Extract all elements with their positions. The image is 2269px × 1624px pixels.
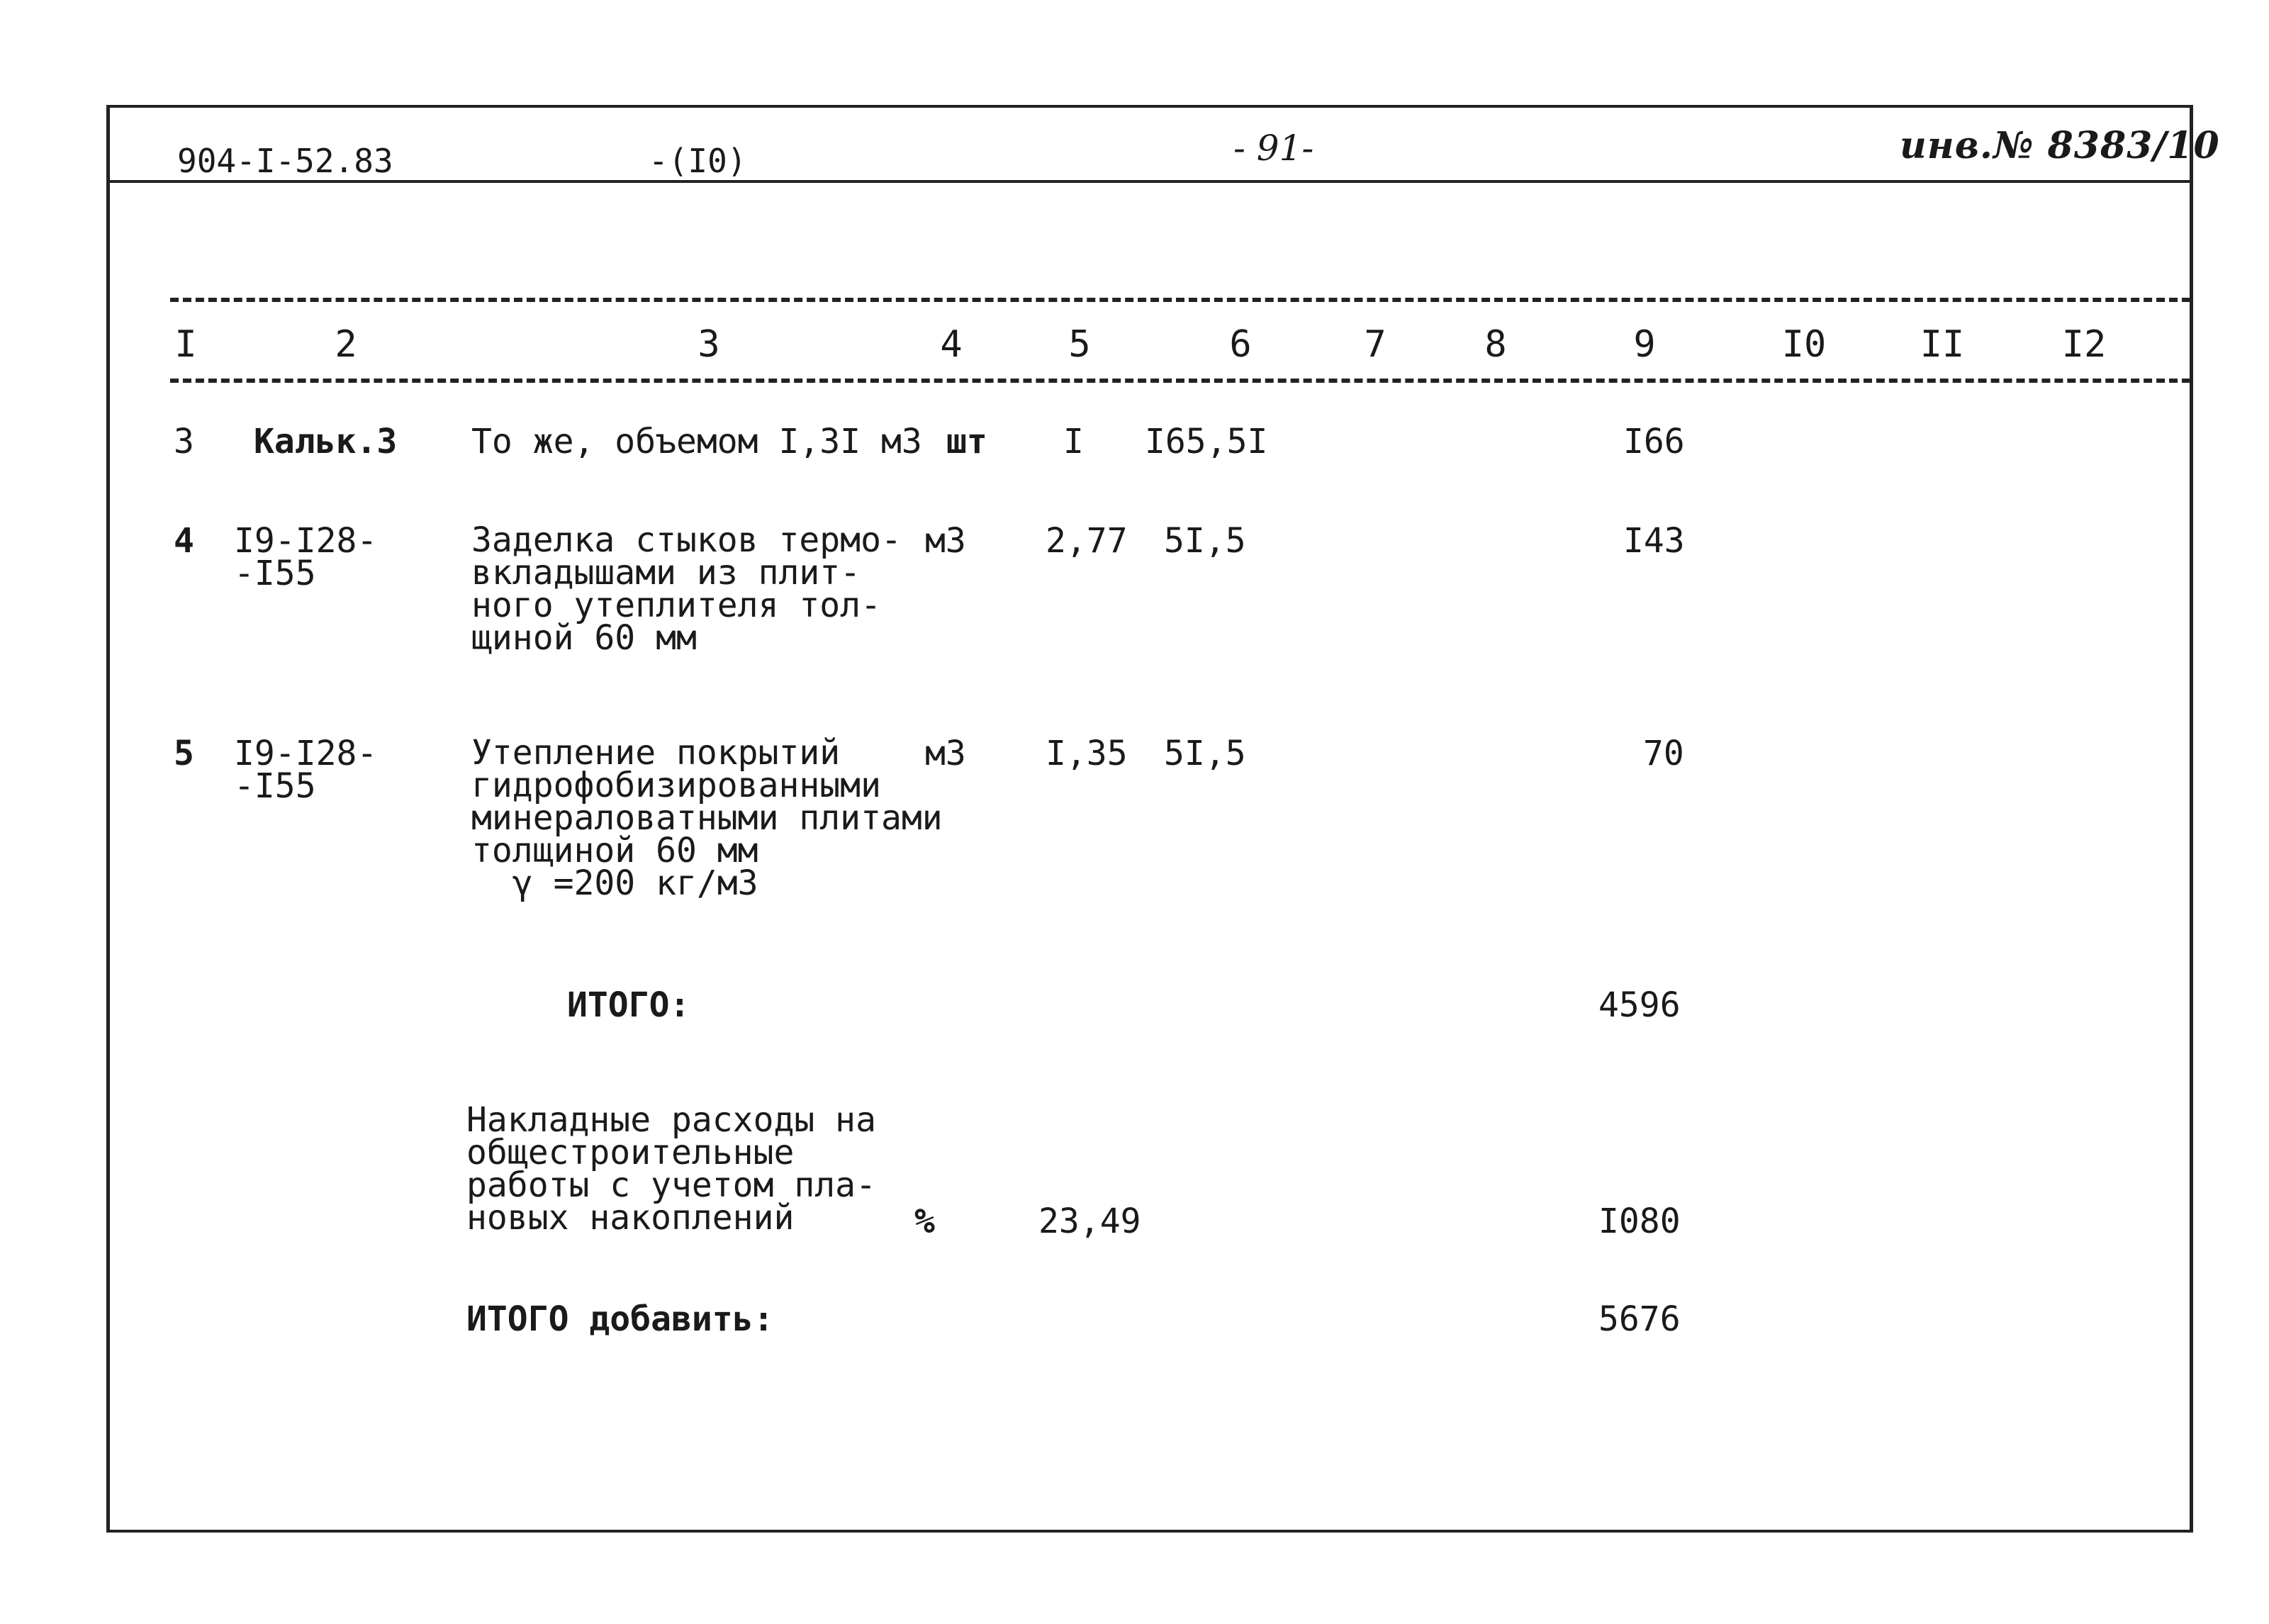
col-num-10: I0 <box>1781 323 1827 366</box>
row-description-line: толщиной 60 мм <box>471 831 758 870</box>
page-frame <box>106 105 2193 1533</box>
row-price: 5I,5 <box>1164 734 1246 773</box>
row-quantity: I,35 <box>1046 734 1128 773</box>
sheet-number: -(I0) <box>649 142 747 180</box>
col-num-1: I <box>174 323 197 366</box>
row-description-line: ного утеплителя тол- <box>471 586 881 625</box>
grand-total-value: 5676 <box>1598 1299 1681 1339</box>
row-description-line: минераловатными плитами <box>471 798 943 838</box>
row-description-line: Утепление покрытий <box>471 733 841 773</box>
header-rule <box>106 180 2190 183</box>
col-num-6: 6 <box>1229 323 1252 366</box>
doc-code: 904-I-52.83 <box>177 142 393 180</box>
overhead-description-line: новых накоплений <box>466 1198 795 1238</box>
page-number: - 91- <box>1233 128 1314 169</box>
row-description-line: Заделка стыков термо- <box>471 520 902 560</box>
row-description: То же, объемом I,3I м3 <box>471 422 922 461</box>
inventory-number: инв.№ 8383/10 <box>1900 124 2220 167</box>
col-num-9: 9 <box>1633 323 1656 366</box>
row-total: I43 <box>1623 521 1685 561</box>
row-price: I65,5I <box>1145 422 1268 461</box>
row-basis-line: I9-I28- <box>234 521 378 561</box>
col-num-12: I2 <box>2061 323 2107 366</box>
overhead-quantity: 23,49 <box>1038 1202 1141 1241</box>
col-num-5: 5 <box>1068 323 1091 366</box>
row-basis: Кальк.3 <box>254 422 398 461</box>
overhead-description-line: общестроительные <box>466 1133 795 1172</box>
overhead-description-line: работы с учетом пла- <box>466 1165 876 1205</box>
row-total: 70 <box>1643 734 1684 773</box>
row-unit: м3 <box>925 734 966 773</box>
row-quantity: 2,77 <box>1046 521 1128 561</box>
col-num-11: II <box>1920 323 1965 366</box>
row-unit: шт <box>946 422 987 461</box>
grand-total-label: ИТОГО добавить: <box>466 1299 774 1339</box>
row-description-line: гидрофобизированными <box>471 766 881 805</box>
column-header-top-rule <box>170 298 2190 302</box>
overhead-description-line: Накладные расходы на <box>466 1100 876 1140</box>
row-basis-line: -I55 <box>234 554 316 593</box>
row-basis-line: -I55 <box>234 766 316 806</box>
col-num-4: 4 <box>940 323 963 366</box>
row-basis-line: I9-I28- <box>234 734 378 773</box>
overhead-total: I080 <box>1598 1202 1681 1241</box>
subtotal-value: 4596 <box>1598 985 1681 1025</box>
row-price: 5I,5 <box>1164 521 1246 561</box>
col-num-8: 8 <box>1484 323 1507 366</box>
col-num-2: 2 <box>335 323 357 366</box>
row-total: I66 <box>1623 422 1685 461</box>
row-unit: м3 <box>925 521 966 561</box>
row-number: 5 <box>174 734 194 773</box>
overhead-unit: % <box>914 1202 935 1241</box>
row-quantity: I <box>1063 422 1084 461</box>
row-number: 3 <box>174 422 194 461</box>
row-description-line: вкладышами из плит- <box>471 553 861 593</box>
row-number: 4 <box>174 521 194 561</box>
col-num-7: 7 <box>1364 323 1386 366</box>
row-description-line: щиной 60 мм <box>471 618 697 658</box>
col-num-3: 3 <box>697 323 720 366</box>
row-description-line: γ =200 кг/м3 <box>471 863 758 903</box>
subtotal-label: ИТОГО: <box>567 985 690 1025</box>
column-header-bottom-rule <box>170 379 2190 383</box>
